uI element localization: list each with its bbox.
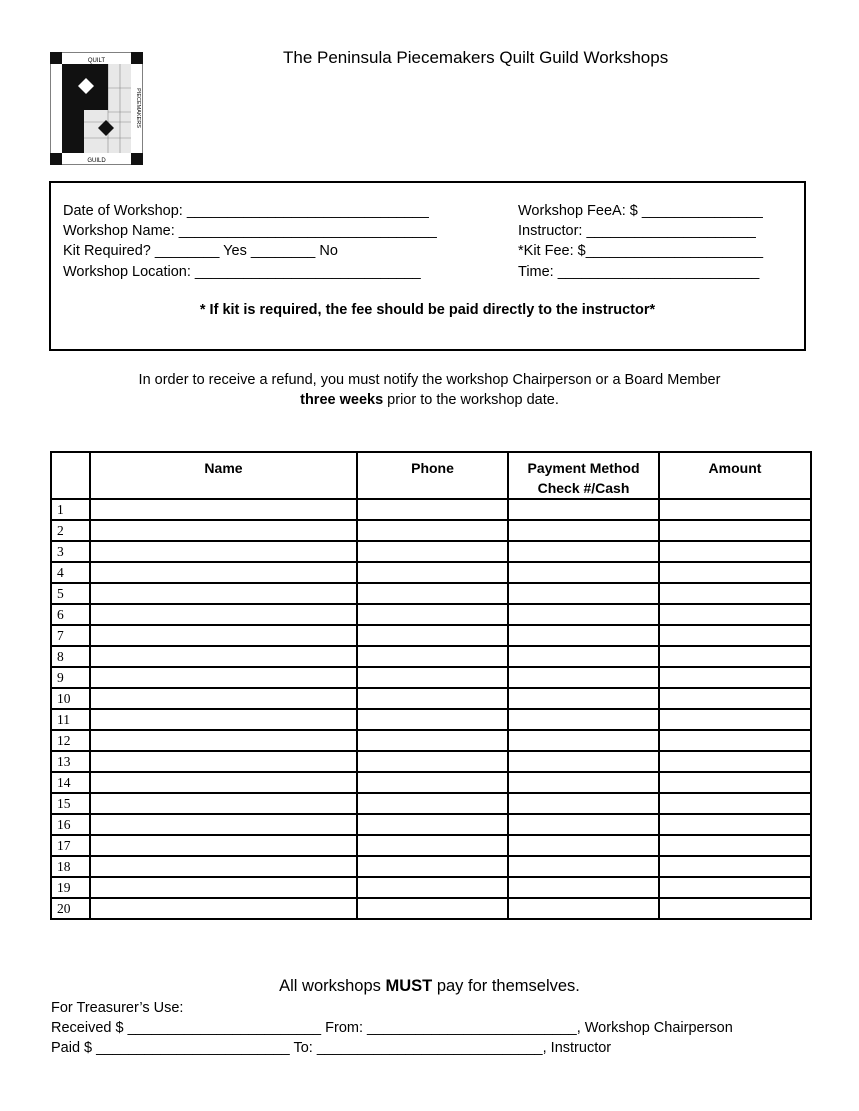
row-number: 14 — [51, 772, 90, 793]
amount-cell[interactable] — [659, 667, 811, 688]
row-number: 20 — [51, 898, 90, 919]
row-number: 5 — [51, 583, 90, 604]
table-row — [51, 604, 811, 625]
phone-cell[interactable] — [357, 667, 508, 688]
phone-cell[interactable] — [357, 814, 508, 835]
row-number: 18 — [51, 856, 90, 877]
kit-fee-note: * If kit is required, the fee should be paid directly to the instructor* — [199, 302, 656, 318]
phone-cell[interactable] — [357, 520, 508, 541]
paid-line[interactable]: Paid $ ________________________ To: ____________________________, Instructor — [51, 1040, 612, 1056]
row-number: 7 — [51, 625, 90, 646]
payment-cell[interactable] — [508, 625, 659, 646]
name-cell[interactable] — [90, 877, 357, 898]
page-title: The Peninsula Piecemakers Quilt Guild Workshops — [283, 48, 669, 67]
table-row — [51, 793, 811, 814]
amount-cell[interactable] — [659, 730, 811, 751]
received-line[interactable]: Received $ ________________________ From: __________________________, Workshop Chairperson — [51, 1020, 733, 1036]
name-cell[interactable] — [90, 646, 357, 667]
name-cell[interactable] — [90, 751, 357, 772]
phone-cell[interactable] — [357, 583, 508, 604]
name-cell[interactable] — [90, 562, 357, 583]
guild-logo — [50, 52, 143, 165]
table-row — [51, 667, 811, 688]
name-cell[interactable] — [90, 604, 357, 625]
table-row — [51, 583, 811, 604]
amount-cell[interactable] — [659, 604, 811, 625]
row-number: 13 — [51, 751, 90, 772]
name-cell[interactable] — [90, 835, 357, 856]
instructor-field[interactable]: Instructor: _____________________ — [518, 223, 756, 239]
name-cell[interactable] — [90, 583, 357, 604]
col-header-payment: Payment Method Check #/Cash — [508, 452, 659, 499]
table-row — [51, 709, 811, 730]
amount-cell[interactable] — [659, 562, 811, 583]
table-row — [51, 562, 811, 583]
table-row — [51, 751, 811, 772]
payment-cell[interactable] — [508, 604, 659, 625]
col-header-phone: Phone — [357, 452, 508, 499]
payment-cell[interactable] — [508, 583, 659, 604]
table-row — [51, 898, 811, 919]
amount-cell[interactable] — [659, 583, 811, 604]
row-number: 3 — [51, 541, 90, 562]
row-number: 8 — [51, 646, 90, 667]
refund-notice-line2: three weeks prior to the workshop date. — [300, 392, 559, 408]
row-number: 15 — [51, 793, 90, 814]
name-cell[interactable] — [90, 709, 357, 730]
amount-cell[interactable] — [659, 772, 811, 793]
amount-cell[interactable] — [659, 709, 811, 730]
phone-cell[interactable] — [357, 835, 508, 856]
workshop-fee-field[interactable]: Workshop FeeA: $ _______________ — [518, 203, 763, 219]
table-header-row — [51, 452, 811, 499]
svg-text:PIECEMAKERS: PIECEMAKERS — [135, 88, 141, 128]
amount-cell[interactable] — [659, 499, 811, 520]
phone-cell[interactable] — [357, 562, 508, 583]
phone-cell[interactable] — [357, 751, 508, 772]
row-number: 2 — [51, 520, 90, 541]
table-row — [51, 856, 811, 877]
amount-cell[interactable] — [659, 688, 811, 709]
phone-cell[interactable] — [357, 646, 508, 667]
refund-notice-line1: In order to receive a refund, you must notify the workshop Chairperson or a Board Member — [138, 372, 721, 388]
name-cell[interactable] — [90, 730, 357, 751]
payment-cell[interactable] — [508, 730, 659, 751]
signup-table — [50, 451, 812, 920]
name-cell[interactable] — [90, 793, 357, 814]
table-row — [51, 835, 811, 856]
phone-cell[interactable] — [357, 772, 508, 793]
phone-cell[interactable] — [357, 625, 508, 646]
phone-cell[interactable] — [357, 877, 508, 898]
payment-cell[interactable] — [508, 562, 659, 583]
row-number: 4 — [51, 562, 90, 583]
kit-fee-field[interactable]: *Kit Fee: $______________________ — [518, 243, 764, 259]
amount-cell[interactable] — [659, 877, 811, 898]
amount-cell[interactable] — [659, 856, 811, 877]
table-row — [51, 877, 811, 898]
must-pay-notice: All workshops MUST pay for themselves. — [279, 977, 580, 995]
payment-cell[interactable] — [508, 877, 659, 898]
table-row — [51, 541, 811, 562]
col-header-amount: Amount — [659, 452, 811, 499]
workshop-location-field[interactable]: Workshop Location: ____________________________ — [63, 264, 421, 280]
table-row — [51, 688, 811, 709]
payment-cell[interactable] — [508, 772, 659, 793]
payment-cell[interactable] — [508, 835, 659, 856]
row-number: 6 — [51, 604, 90, 625]
name-cell[interactable] — [90, 772, 357, 793]
name-cell[interactable] — [90, 814, 357, 835]
amount-cell[interactable] — [659, 751, 811, 772]
refund-deadline: three weeks — [300, 392, 384, 408]
workshop-info-box — [49, 181, 806, 351]
amount-cell[interactable] — [659, 646, 811, 667]
amount-cell[interactable] — [659, 541, 811, 562]
phone-cell[interactable] — [357, 541, 508, 562]
col-header-number — [51, 452, 90, 499]
amount-cell[interactable] — [659, 625, 811, 646]
name-cell[interactable] — [90, 898, 357, 919]
payment-cell[interactable] — [508, 856, 659, 877]
payment-cell[interactable] — [508, 751, 659, 772]
workshop-name-field[interactable]: Workshop Name: ________________________________ — [63, 223, 437, 239]
name-cell[interactable] — [90, 667, 357, 688]
payment-cell[interactable] — [508, 520, 659, 541]
phone-cell[interactable] — [357, 499, 508, 520]
amount-cell[interactable] — [659, 520, 811, 541]
payment-cell[interactable] — [508, 667, 659, 688]
col-header-name: Name — [90, 452, 357, 499]
payment-cell[interactable] — [508, 709, 659, 730]
amount-cell[interactable] — [659, 793, 811, 814]
phone-cell[interactable] — [357, 709, 508, 730]
phone-cell[interactable] — [357, 604, 508, 625]
date-of-workshop-field[interactable]: Date of Workshop: ______________________________ — [63, 203, 429, 219]
row-number: 1 — [51, 499, 90, 520]
phone-cell[interactable] — [357, 688, 508, 709]
payment-cell[interactable] — [508, 499, 659, 520]
amount-cell[interactable] — [659, 835, 811, 856]
row-number: 17 — [51, 835, 90, 856]
payment-cell[interactable] — [508, 814, 659, 835]
table-row — [51, 772, 811, 793]
row-number: 19 — [51, 877, 90, 898]
svg-text:PENINSULA: PENINSULA — [54, 92, 60, 124]
row-number: 10 — [51, 688, 90, 709]
name-cell[interactable] — [90, 499, 357, 520]
phone-cell[interactable] — [357, 898, 508, 919]
phone-cell[interactable] — [357, 730, 508, 751]
table-row — [51, 520, 811, 541]
payment-cell[interactable] — [508, 688, 659, 709]
table-row — [51, 646, 811, 667]
payment-cell[interactable] — [508, 646, 659, 667]
row-number: 11 — [51, 709, 90, 730]
name-cell[interactable] — [90, 520, 357, 541]
name-cell[interactable] — [90, 541, 357, 562]
name-cell[interactable] — [90, 688, 357, 709]
treasurer-label: For Treasurer’s Use: — [51, 1000, 184, 1016]
amount-cell[interactable] — [659, 814, 811, 835]
table-row — [51, 499, 811, 520]
name-cell[interactable] — [90, 856, 357, 877]
time-field[interactable]: Time: _________________________ — [518, 264, 760, 280]
table-row — [51, 730, 811, 751]
phone-cell[interactable] — [357, 793, 508, 814]
kit-required-field[interactable]: Kit Required? ________ Yes ________ No — [63, 243, 338, 259]
payment-cell[interactable] — [508, 898, 659, 919]
amount-cell[interactable] — [659, 898, 811, 919]
payment-cell[interactable] — [508, 793, 659, 814]
svg-text:QUILT: QUILT — [87, 58, 106, 64]
svg-text:GUILD: GUILD — [87, 158, 106, 164]
table-row — [51, 625, 811, 646]
row-number: 9 — [51, 667, 90, 688]
row-number: 16 — [51, 814, 90, 835]
row-number: 12 — [51, 730, 90, 751]
table-row — [51, 814, 811, 835]
payment-cell[interactable] — [508, 541, 659, 562]
phone-cell[interactable] — [357, 856, 508, 877]
name-cell[interactable] — [90, 625, 357, 646]
